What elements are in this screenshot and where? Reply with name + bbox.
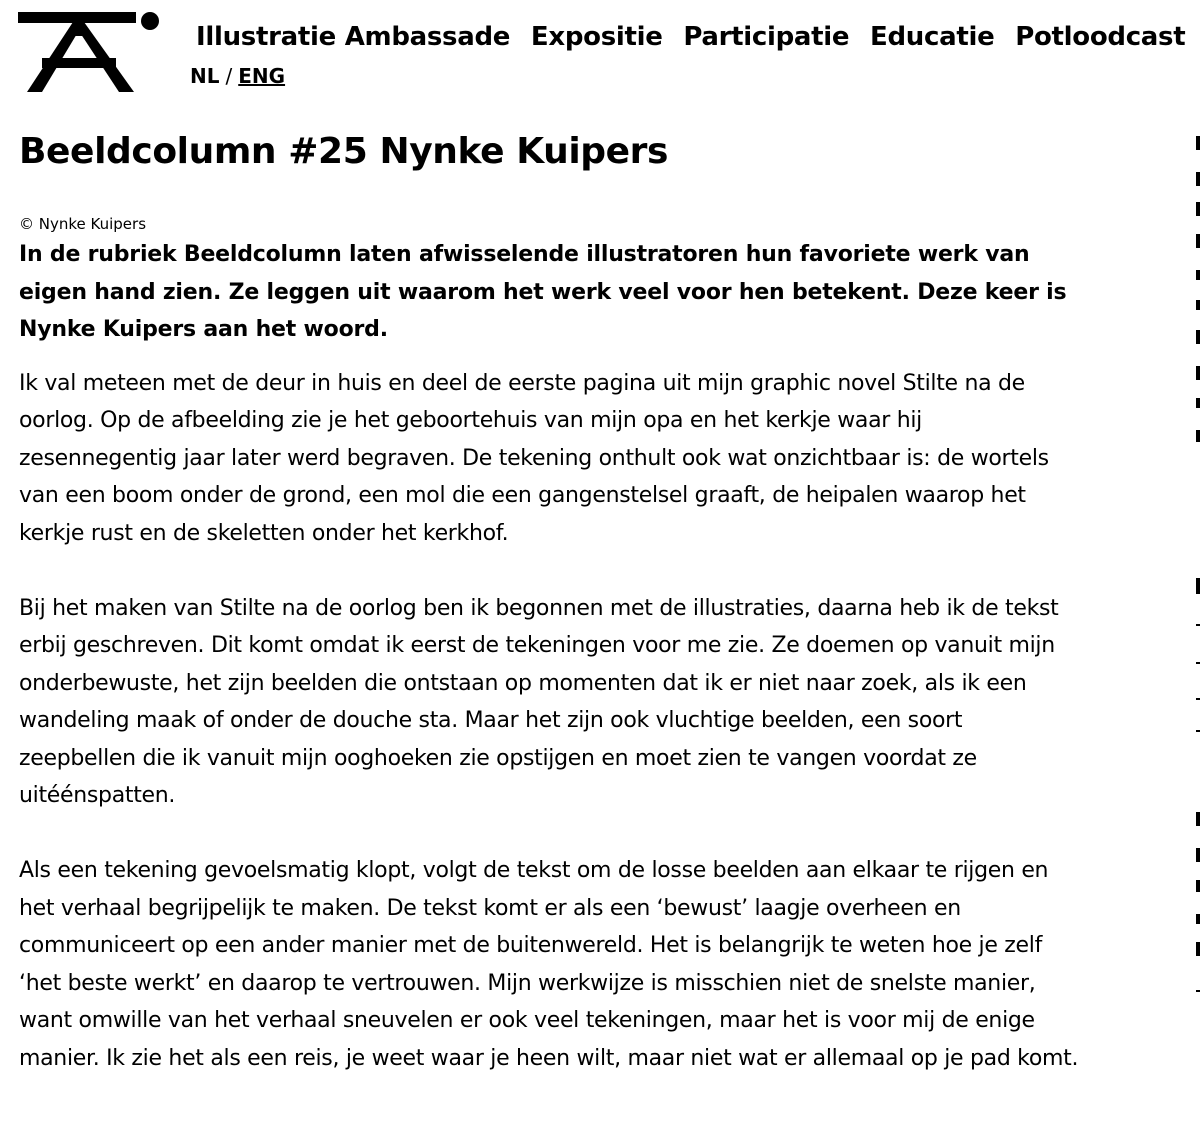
- sidebar-cutoff: [1196, 0, 1200, 1144]
- sidebar-link-underline: [1196, 730, 1200, 732]
- sidebar-link-underline: [1196, 990, 1200, 992]
- sidebar-link-underline: [1196, 624, 1200, 626]
- sidebar-text-fragment: [1196, 398, 1200, 408]
- lang-separator: /: [225, 64, 233, 88]
- sidebar-link-underline: [1196, 662, 1200, 664]
- article-intro: In de rubriek Beeldcolumn laten afwisselende illustratoren hun favoriete werk van eigen hand zien. Ze leggen uit waarom het werk veel voor hen betekent. Deze keer is Nynke Kuipers aan het woord.: [19, 242, 1067, 342]
- sidebar-text-fragment: [1196, 270, 1200, 280]
- lang-nl-link[interactable]: NL: [190, 64, 220, 88]
- sidebar-text-fragment: [1196, 172, 1200, 186]
- language-switcher: [190, 64, 285, 88]
- article-paragraph: Bij het maken van Stilte na de oorlog ben ik begonnen met de illustraties, daarna heb ik de tekst erbij geschreven. Dit komt omdat ik eerst de tekeningen voor me zie. Ze doemen op vanuit mijn onderbewuste, het zijn beelden die ontstaan op momenten dat ik er niet naar zoek, als ik een wandeling maak of onder de douche sta. Maar het zijn ook vluchtige beelden, een soort zeepbellen die ik vanuit mijn ooghoeken zie opstijgen en moet zien te vangen voordat ze uitéénspatten.: [19, 595, 1059, 808]
- sidebar-text-fragment: [1196, 812, 1200, 826]
- sidebar-text-fragment: [1196, 942, 1200, 956]
- sidebar-text-fragment: [1196, 914, 1200, 924]
- sidebar-text-fragment: [1196, 300, 1200, 310]
- nav-item-expositie[interactable]: Expositie: [530, 22, 663, 52]
- sidebar-text-fragment: [1196, 578, 1200, 594]
- article-body: [19, 365, 1079, 1078]
- sidebar-text-fragment: [1196, 202, 1200, 216]
- sidebar-text-fragment: [1196, 136, 1200, 150]
- nav-item-illustratie-ambassade[interactable]: Illustratie Ambassade: [196, 22, 511, 52]
- page-title: Beeldcolumn #25 Nynke Kuipers: [19, 131, 669, 172]
- nav-item-potloodcast[interactable]: Potloodcast: [1015, 22, 1186, 52]
- lang-eng-link[interactable]: ENG: [238, 64, 286, 88]
- sidebar-text-fragment: [1196, 848, 1200, 862]
- sidebar-text-fragment: [1196, 880, 1200, 892]
- article-paragraph: Ik val meteen met de deur in huis en deel de eerste pagina uit mijn graphic novel Stilte na de oorlog. Op de afbeelding zie je het geboortehuis van mijn opa en het kerkje waar hij zesennegentig jaar later werd begraven. De tekening onthult ook wat onzichtbaar is: de wortels van een boom onder de grond, een mol die een gangenstelsel graaft, de heipalen waarop het kerkje rust en de skeletten onder het kerkhof.: [19, 370, 1049, 546]
- sidebar-text-fragment: [1196, 430, 1200, 442]
- sidebar-text-fragment: [1196, 330, 1200, 344]
- illustratie-ambassade-logo-icon[interactable]: [18, 12, 160, 94]
- main-nav: [196, 22, 1197, 52]
- sidebar-link-underline: [1196, 698, 1200, 700]
- article-paragraph: Als een tekening gevoelsmatig klopt, volgt de tekst om de losse beelden aan elkaar te rijgen en het verhaal begrijpelijk te maken. De tekst komt er als een ‘bewust’ laagje overheen en communiceert op een ander manier met de buitenwereld. Het is belangrijk te weten hoe je zelf ‘het beste werkt’ en daarop te vertrouwen. Mijn werkwijze is misschien niet de snelste manier, want omwille van het verhaal sneuvelen er ook veel tekeningen, maar het is voor mij de enige manier. Ik zie het als een reis, je weet waar je heen wilt, maar niet wat er allemaal op je pad komt.: [19, 858, 1079, 1071]
- nav-item-participatie[interactable]: Participatie: [683, 22, 850, 52]
- article: [19, 128, 1079, 1077]
- nav-item-educatie[interactable]: Educatie: [870, 22, 995, 52]
- sidebar-text-fragment: [1196, 366, 1200, 380]
- sidebar-text-fragment: [1196, 234, 1200, 248]
- image-credit: © Nynke Kuipers: [19, 215, 147, 233]
